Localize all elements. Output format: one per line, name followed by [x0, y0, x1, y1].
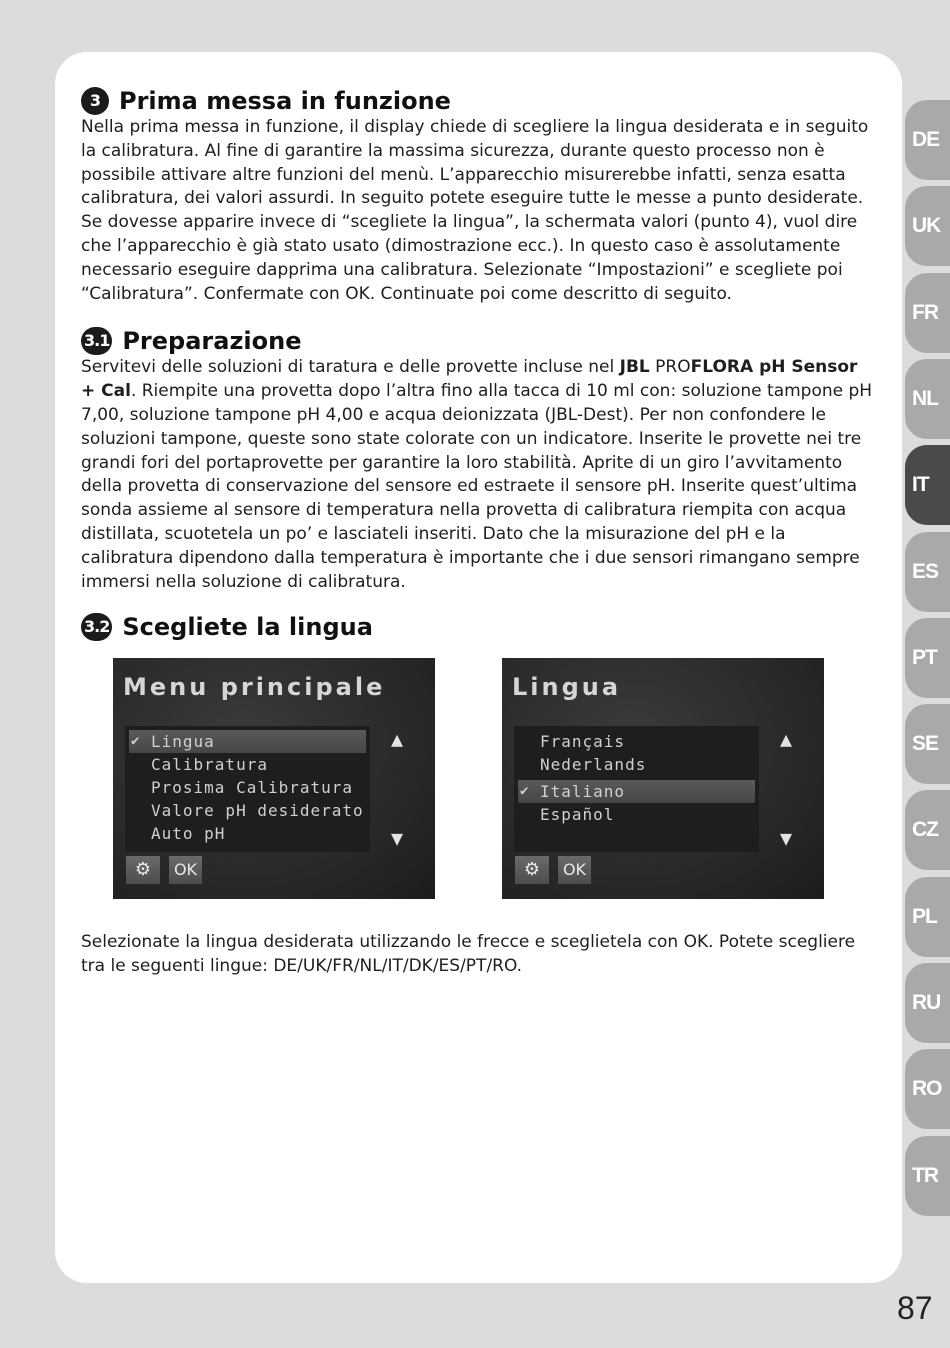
section-title: Prima messa in funzione — [119, 87, 451, 115]
screen-arrows — [772, 726, 808, 852]
menu-item-label: Prosima Calibratura — [151, 778, 354, 798]
menu-item-label: Español — [540, 805, 615, 825]
lang-tab-tr[interactable]: TR — [905, 1136, 950, 1216]
page-number: 87 — [897, 1290, 933, 1326]
menu-item — [129, 730, 366, 753]
lang-tab-pt[interactable]: PT — [905, 618, 950, 698]
lang-tab-se[interactable]: SE — [905, 704, 950, 784]
lang-tab-nl[interactable]: NL — [905, 359, 950, 439]
arrow-up-icon: ▲ — [391, 727, 404, 752]
display-screenshots — [81, 646, 873, 931]
section-title: Preparazione — [122, 327, 302, 356]
menu-item-label: Italiano — [540, 782, 626, 802]
menu-item — [125, 822, 370, 845]
gear-icon: ⚙ — [515, 856, 549, 884]
lang-tab-ro[interactable]: RO — [905, 1049, 950, 1129]
menu-item — [518, 780, 755, 803]
screen-arrows — [383, 726, 419, 852]
section-3-body-2: Se dovesse apparire invece di “scegliete la lingua”, la schermata valori (punto 4), vuol dire che l’apparecchio è già stato usato (dimostrazione ecc.). In questo caso è assolutamente necessario eseguire dapprima una calibratura. Selezionate “Impostazioni” e scegliete poi “Calibratura”. Confermate con OK. Continuate poi come descritto di seguito. — [81, 212, 858, 304]
brand-pro: PRO — [649, 357, 691, 378]
section-3-2-heading — [81, 612, 873, 642]
section-number-badge: 3.1 — [81, 327, 112, 355]
menu-item — [125, 776, 370, 799]
screen-language — [502, 658, 824, 899]
body-text: Servitevi delle soluzioni di taratura e delle provette incluse nel — [81, 357, 620, 378]
lang-tab-ru[interactable]: RU — [905, 963, 950, 1043]
ok-button: OK — [169, 856, 202, 884]
arrow-up-icon: ▲ — [780, 727, 793, 752]
screen-language-list — [514, 726, 759, 852]
brand-jbl: JBL — [619, 357, 650, 378]
menu-item-label: Nederlands — [540, 755, 647, 775]
body-text: . Riempite una provetta dopo l’altra fino alla tacca di 10 ml con: soluzione tampone pH 7,00, soluzione tampone pH 4,00 e acqua deionizzata (JBL-Dest). Per non confondere le soluzioni tampone, queste sono state colorate con un indicatore. Inserite le provette nei tre grandi fori del portaprovette per garantire la loro stabilità. Aprite di un giro l’avvitamento della provetta di conservazione del sensore ed estraete il sensore pH. Inserite quest’ultima sonda assieme al sensore di temperatura nella provetta di calibratura riempita con acqua distillata, scuotetela un po’ e lasciateli inseriti. Dato che la misurazione del pH e la calibratura dipendono dalla temperatura è importante che i due sensori rimangano sempre immersi nella soluzione di calibratura. — [81, 381, 873, 592]
menu-item-label: Valore pH desiderato — [151, 801, 364, 821]
section-title: Scegliete la lingua — [122, 613, 373, 642]
menu-item — [514, 803, 759, 826]
section-number-badge: 3.2 — [81, 613, 112, 641]
lang-tab-de[interactable]: DE — [905, 100, 950, 180]
menu-item-label: Calibratura — [151, 755, 268, 775]
screen-title: Lingua — [512, 673, 622, 702]
brand-product: FLORA pH Sensor + Cal — [81, 357, 858, 402]
screen-title: Menu principale — [123, 673, 386, 702]
menu-item — [125, 753, 370, 776]
screen-menu-list — [125, 726, 370, 852]
section-number-badge: 3 — [81, 87, 109, 115]
check-icon: ✔ — [131, 733, 141, 750]
menu-item-label: Français — [540, 732, 626, 752]
lang-tab-pl[interactable]: PL — [905, 877, 950, 957]
lang-tab-cz[interactable]: CZ — [905, 790, 950, 870]
gear-icon: ⚙ — [126, 856, 160, 884]
menu-item-label: Lingua — [151, 732, 215, 752]
arrow-down-icon: ▼ — [780, 825, 793, 850]
check-icon: ✔ — [520, 783, 530, 800]
section-3-1-body — [81, 356, 873, 594]
menu-item — [125, 799, 370, 822]
menu-item — [514, 730, 759, 753]
content — [81, 86, 873, 979]
section-3-1-heading — [81, 326, 873, 356]
section-3-2-body: Selezionate la lingua desiderata utilizzando le frecce e sceglietela con OK. Potete scegliere tra le seguenti lingue: DE/UK/FR/NL/IT/DK/ES/PT/RO. — [81, 932, 856, 977]
lang-tab-fr[interactable]: FR — [905, 273, 950, 353]
ok-button: OK — [558, 856, 591, 884]
menu-item-label: Auto pH — [151, 824, 226, 844]
arrow-down-icon: ▼ — [391, 825, 404, 850]
lang-tab-uk[interactable]: UK — [905, 186, 950, 266]
lang-tab-es[interactable]: ES — [905, 532, 950, 612]
section-3-heading — [81, 86, 873, 116]
screen-main-menu — [113, 658, 435, 899]
menu-item — [514, 753, 759, 776]
lang-tab-it[interactable]: IT — [905, 445, 950, 525]
section-3-body: Nella prima messa in funzione, il display chiede di scegliere la lingua desiderata e in seguito la calibratura. Al fine di garantire la massima sicurezza, durante questo processo non è possibile attivare altre funzioni del menù. L’apparecchio misurerebbe infatti, senza esatta calibratura, dei valori assurdi. In seguito potete eseguire tutte le messe a punto desiderate. — [81, 117, 869, 209]
